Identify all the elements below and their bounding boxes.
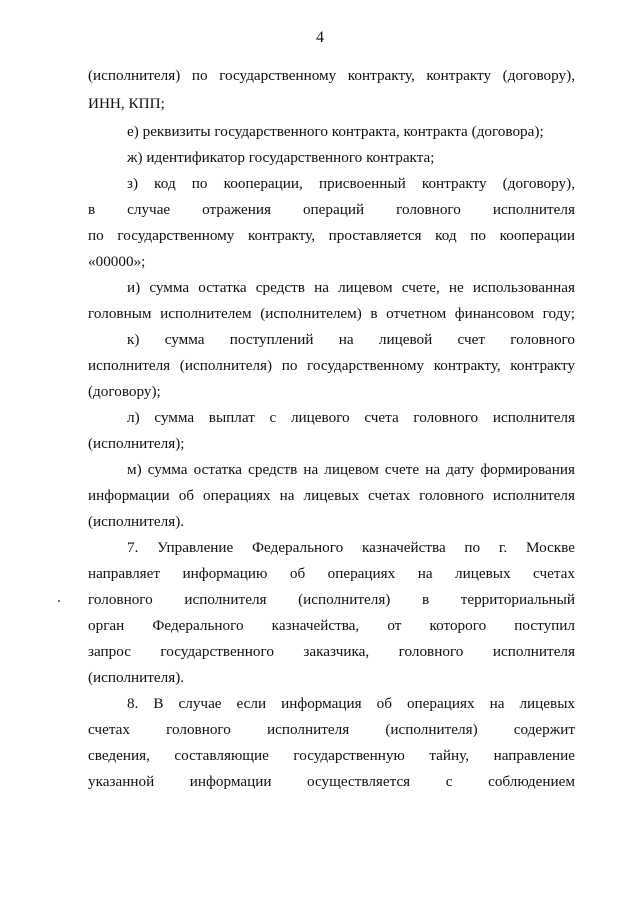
text-line-3: е) реквизиты государственного контракта, контракта (договора); bbox=[127, 123, 544, 140]
text-line-7: по государственному контракту, проставляется код по кооперации bbox=[88, 227, 575, 244]
text-line-26: счетах головного исполнителя (исполнителя) содержит bbox=[88, 721, 575, 738]
text-line-22: орган Федерального казначейства, от которого поступил bbox=[88, 617, 575, 634]
text-line-13: (договору); bbox=[88, 383, 161, 400]
text-line-24: (исполнителя). bbox=[88, 669, 185, 686]
page-number: 4 bbox=[316, 29, 324, 46]
text-line-19: 7. Управление Федерального казначейства по г. Москве bbox=[127, 539, 575, 556]
text-line-23: запрос государственного заказчика, головного исполнителя bbox=[88, 643, 575, 660]
text-line-28: указанной информации осуществляется с соблюдением bbox=[88, 773, 575, 790]
text-line-10: головным исполнителем (исполнителем) в отчетном финансовом году; bbox=[88, 305, 575, 322]
scan-speck bbox=[58, 600, 60, 602]
text-line-6: в случае отражения операций головного исполнителя bbox=[88, 201, 575, 218]
text-line-9: и) сумма остатка средств на лицевом счете, не использованная bbox=[127, 279, 575, 296]
text-line-11: к) сумма поступлений на лицевой счет головного bbox=[127, 331, 575, 348]
text-line-4: ж) идентификатор государственного контракта; bbox=[127, 149, 435, 166]
text-line-8: «00000»; bbox=[88, 253, 146, 270]
text-line-12: исполнителя (исполнителя) по государственному контракту, контракту bbox=[88, 357, 575, 374]
text-line-5: з) код по кооперации, присвоенный контракту (договору), bbox=[127, 175, 575, 192]
text-line-1: (исполнителя) по государственному контракту, контракту (договору), bbox=[88, 67, 575, 84]
text-line-16: м) сумма остатка средств на лицевом счете на дату формирования bbox=[127, 461, 575, 478]
text-line-2: ИНН, КПП; bbox=[88, 95, 165, 112]
text-line-17: информации об операциях на лицевых счетах головного исполнителя bbox=[88, 487, 575, 504]
text-line-15: (исполнителя); bbox=[88, 435, 185, 452]
text-line-27: сведения, составляющие государственную тайну, направление bbox=[88, 747, 575, 764]
text-line-18: (исполнителя). bbox=[88, 513, 185, 530]
text-line-14: л) сумма выплат с лицевого счета головного исполнителя bbox=[127, 409, 575, 426]
text-line-21: головного исполнителя (исполнителя) в территориальный bbox=[88, 591, 575, 608]
text-line-20: направляет информацию об операциях на лицевых счетах bbox=[88, 565, 575, 582]
text-line-25: 8. В случае если информация об операциях на лицевых bbox=[127, 695, 575, 712]
